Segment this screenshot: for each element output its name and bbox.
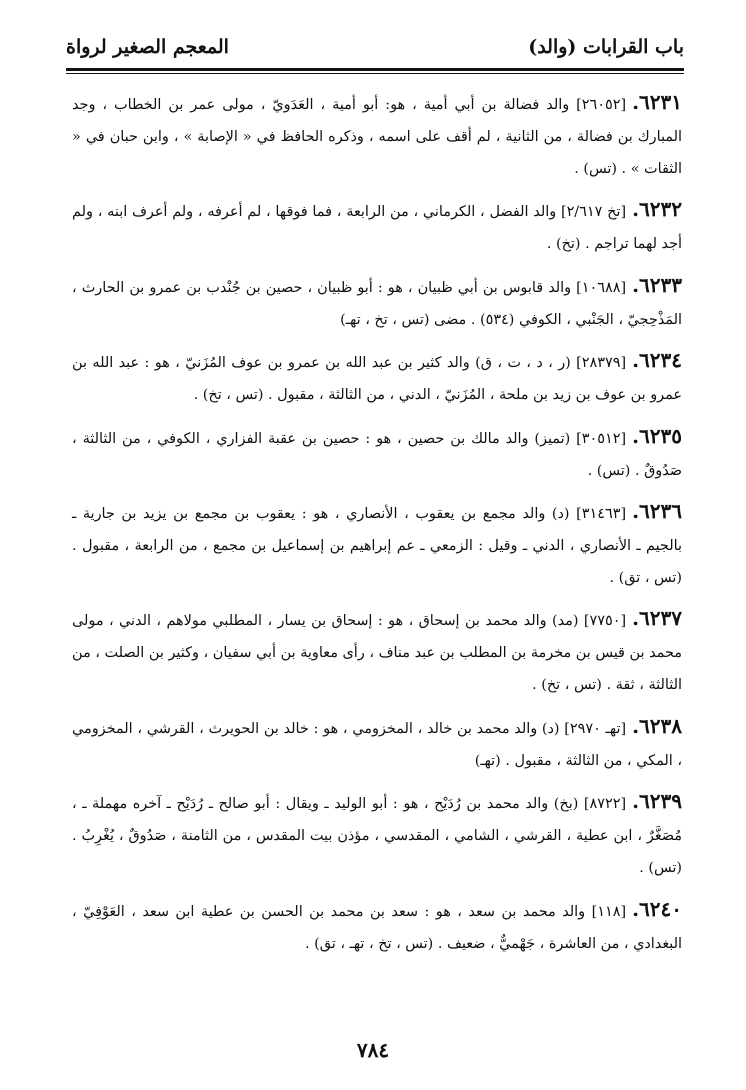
entry-text: [١٠٦٨٨] والد قابوس بن أبي ظبيان ، هو : أبو ظبيان ، حصين بن جُنْدب بن عمرو بن الحارث ، المَذْحِجيّ ، الجَنْبي ، الكوفي (٥٣٤) . مضى (تس ، تخ ، تهـ) <box>72 279 682 328</box>
entry-text: [٨٧٢٢] (بخ) والد محمد بن رُدَيْح ، هو : أبو الوليد ـ ويقال : أبو صالح ـ رُدَيْح ـ آخره مهملة ـ ، مُصَغَّرٌ ، ابن عطية ، القرشي ، الشامي ، المقدسي ، مؤذن بيت المقدس ، من الثامنة ، صَدُوقٌ ، يُغْرِبُ . (تس) . <box>72 796 682 877</box>
entry-number: ٦٢٣٤. <box>632 348 682 373</box>
book-title: المعجم الصغير لرواة <box>66 36 229 58</box>
entry <box>72 893 682 960</box>
header-rule-thin <box>66 73 684 74</box>
entry-text: [٣١٤٦٣] (د) والد مجمع بن يعقوب ، الأنصاري ، هو : يعقوب بن مجمع بن يزيد بن جارية ـ بالجيم ـ الأنصاري ، الدني ـ وقيل : الزمعي ـ عم إبراهيم بن إسماعيل بن مجمع ، من الرابعة ، مقبول . (تس ، تق) . <box>72 505 682 586</box>
entry-text: [٧٧٥٠] (مد) والد محمد بن إسحاق ، هو : إسحاق بن يسار ، المطلبي مولاهم ، الدني ، مولى محمد بن قيس بن مخرمة بن المطلب بن عبد مناف ، رأى معاوية بن أبي سفيان ، وكثير بن الصلت ، من الثالثة ، ثقة . (تس ، تخ) . <box>72 613 682 694</box>
entry-number: ٦٢٣٦. <box>632 498 682 523</box>
entry-text: [٢٨٣٧٩] (ر ، د ، ت ، ق) والد كثير بن عبد الله بن عمرو بن عوف المُزَنيّ ، هو : عبد الله بن عمرو بن عوف بن زيد بن ملحة ، المُزَنيّ ، الدني ، من الثالثة ، مقبول . (تس ، تخ) . <box>72 355 682 404</box>
entry <box>72 602 682 701</box>
entry-text: [٣٠٥١٢] (تميز) والد مالك بن حصين ، هو : حصين بن عقبة الفزاري ، الكوفي ، من الثالثة ، صَدُوقٌ . (تس) . <box>72 430 682 479</box>
entry-number: ٦٢٣٥. <box>632 423 682 448</box>
entry <box>72 269 682 336</box>
entry-text: [تخ ٢/٦١٧] والد الفضل ، الكرماني ، من الرابعة ، فما فوقها ، لم أعرفه ، ولم أعرف ابنه ، ولم أجد لهما تراجم . (تخ) . <box>72 204 682 253</box>
entry <box>72 495 682 594</box>
entry-number: ٦٢٣٨. <box>632 713 682 738</box>
page-header <box>66 32 684 68</box>
entry-number: ٦٢٣٧. <box>632 606 682 631</box>
entry-number: ٦٢٣١. <box>632 90 682 114</box>
entry <box>72 420 682 487</box>
entry <box>72 193 682 260</box>
entry <box>72 710 682 777</box>
entry-text: [تهـ ٢٩٧٠] (د) والد محمد بن خالد ، المخزومي ، هو : خالد بن الحويرث ، القرشي ، المخزومي ، المكي ، من الثالثة ، مقبول . (تهـ) <box>72 720 682 769</box>
entries-list <box>72 86 682 960</box>
chapter-title: باب القرابات (والد) <box>528 36 684 58</box>
header-rule-thick <box>66 68 684 71</box>
entry-number: ٦٢٤٠. <box>632 896 682 921</box>
entry-text: [١١٨] والد محمد بن سعد ، هو : سعد بن محمد بن الحسن بن عطية ابن سعد ، العَوْفِيّ ، البغدادي ، من العاشرة ، جَهْميٌّ ، ضعيف . (تس ، تخ ، تهـ ، تق) . <box>72 903 682 952</box>
entry-number: ٦٢٣٢. <box>632 197 682 222</box>
entry <box>72 344 682 411</box>
page-number: ٧٨٤ <box>356 1038 390 1062</box>
entry <box>72 86 682 185</box>
entry-number: ٦٢٣٣. <box>632 272 682 297</box>
entry <box>72 785 682 884</box>
entry-text: [٢٦٠٥٢] والد فضالة بن أبي أمية ، هو: أبو أمية ، العَدَويّ ، مولى عمر بن الخطاب ، وجد المبارك بن فضالة ، من الثانية ، لم أقف على اسمه ، وذكره الحافظ في « الإصابة » ، وابن حبان في « الثقات » . (تس) . <box>72 97 682 177</box>
entry-number: ٦٢٣٩. <box>632 789 682 814</box>
